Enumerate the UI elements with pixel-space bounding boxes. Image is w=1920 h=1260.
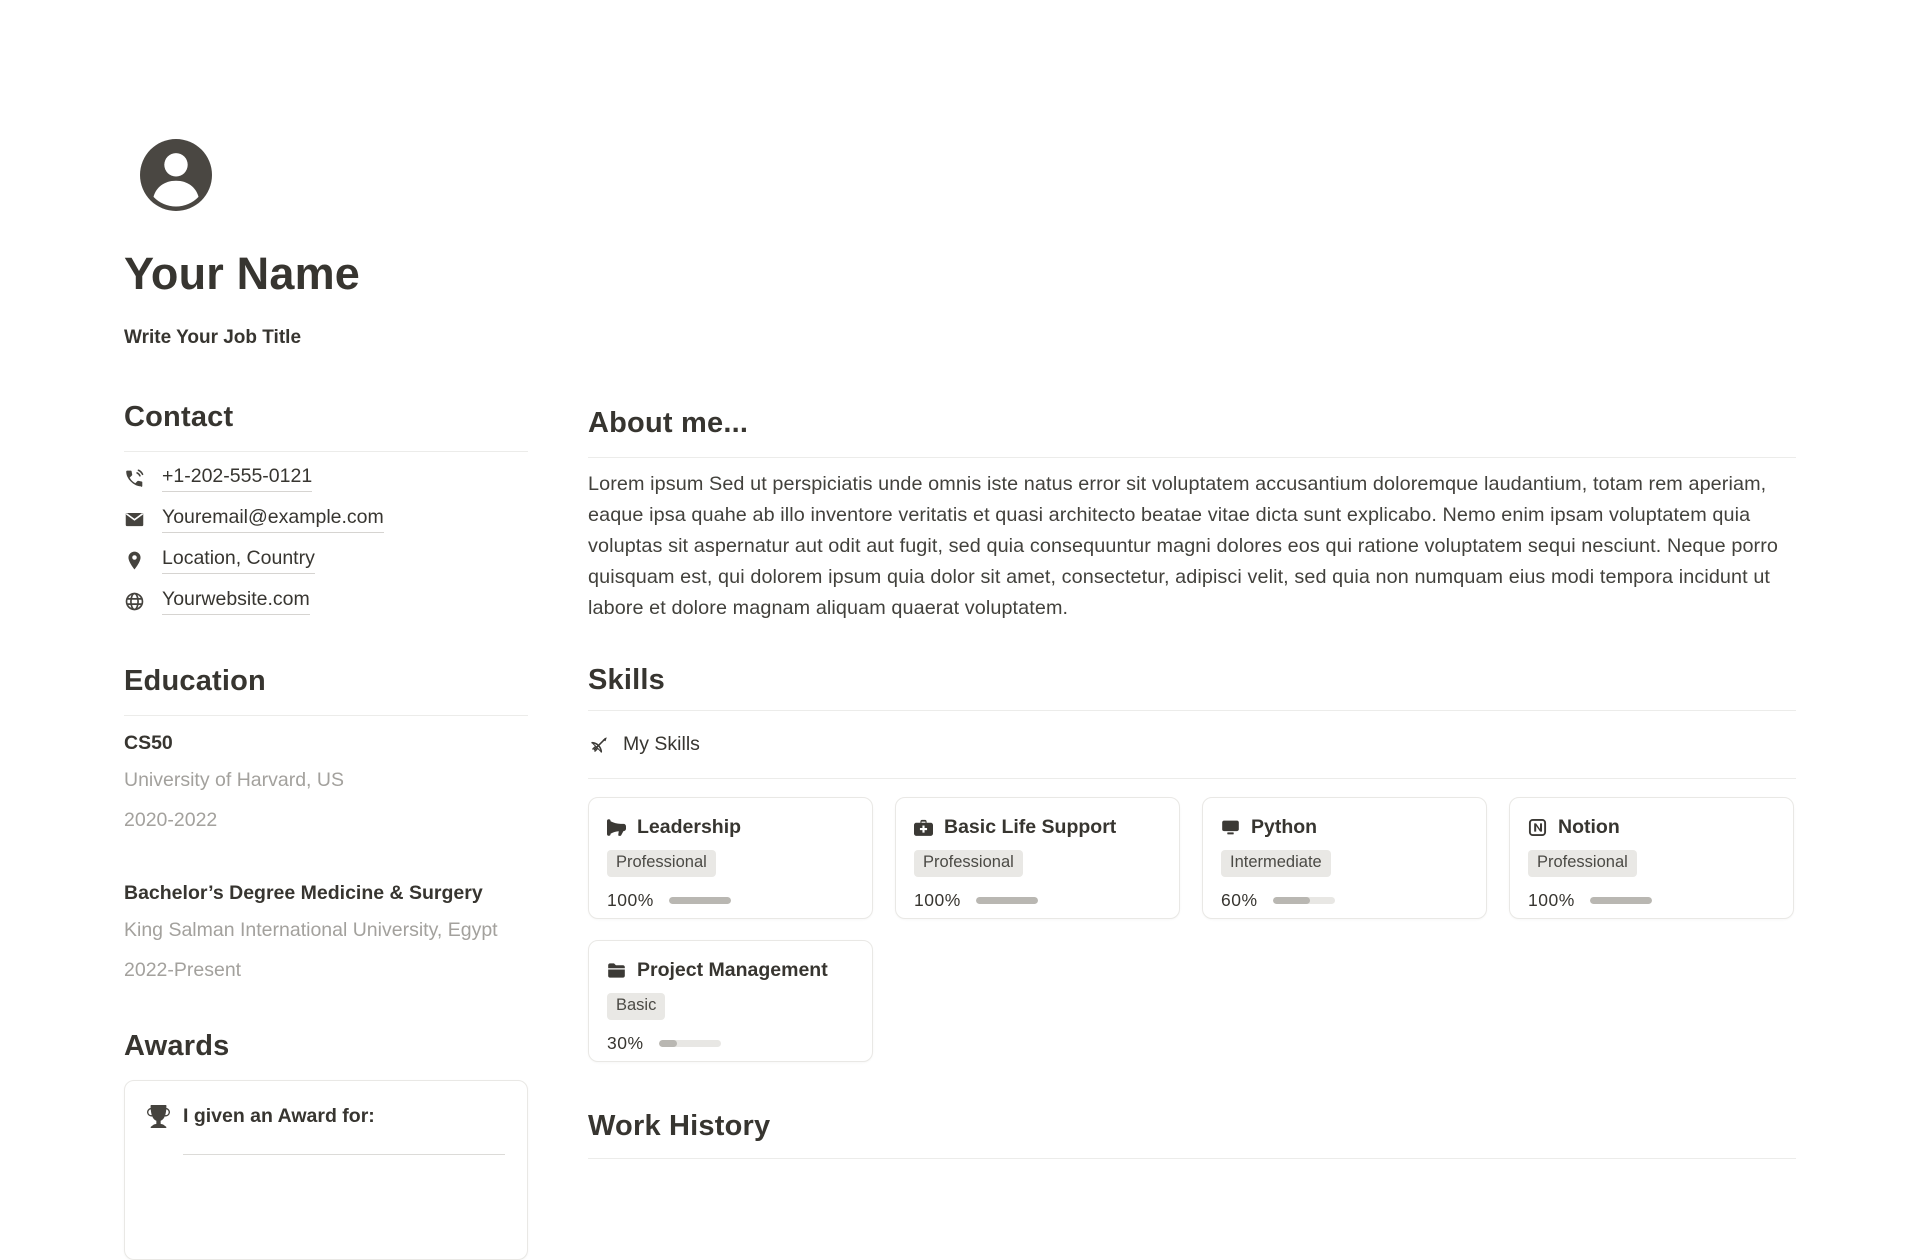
skill-name: Leadership bbox=[637, 816, 742, 838]
progress-fill bbox=[669, 897, 731, 904]
skill-card-header bbox=[607, 958, 854, 983]
skill-percent: 100% bbox=[607, 890, 654, 910]
job-title: Write Your Job Title bbox=[124, 327, 302, 348]
skills-group-label: My Skills bbox=[623, 733, 700, 755]
about-heading: About me... bbox=[588, 407, 749, 439]
progress-bar bbox=[976, 897, 1038, 904]
progress-fill bbox=[976, 897, 1038, 904]
award-row bbox=[147, 1105, 505, 1128]
skill-card-project-management[interactable] bbox=[588, 940, 873, 1062]
email-icon bbox=[124, 509, 145, 530]
skill-level-badge: Professional bbox=[1528, 850, 1637, 877]
phone-link[interactable]: +1-202-555-0121 bbox=[162, 465, 312, 492]
contact-item-location[interactable] bbox=[124, 540, 528, 581]
about-section bbox=[588, 405, 1796, 624]
divider bbox=[124, 451, 528, 452]
skill-percent: 100% bbox=[914, 890, 961, 910]
about-paragraph: Lorem ipsum Sed ut perspiciatis unde omnis iste natus error sit voluptatem accusantium doloremque laudantium, totam rem aperiam, eaque ipsa quahe ab illo inventore veritatis et quasi architecto beatae vitae dicta sunt explicabo. Nemo enim ipsam voluptatem quia voluptas sit aspernatur aut odit aut fugit, sed quia consequuntur magni dolores eos qui ratione voluptatem sequi nesciunt. Neque porro quisquam est, qui dolorem ipsum quia dolor sit amet, consectetur, adipisci velit, sed quia non numquam eius modi tempora incidunt ut labore et dolore magnam aliquam quaerat voluptatem. bbox=[588, 473, 1779, 619]
website-link[interactable]: Yourwebsite.com bbox=[162, 588, 310, 615]
skill-card-python[interactable] bbox=[1202, 797, 1487, 919]
page-title: Your Name bbox=[124, 248, 361, 299]
skill-cards-grid bbox=[588, 797, 1796, 1062]
progress-bar bbox=[1273, 897, 1335, 904]
skill-name: Python bbox=[1251, 816, 1318, 838]
skill-meter bbox=[1221, 890, 1468, 911]
skill-percent: 100% bbox=[1528, 890, 1575, 910]
trophy-icon bbox=[147, 1105, 170, 1128]
skill-level-badge: Intermediate bbox=[1221, 850, 1331, 877]
skill-card-basic-life-support[interactable] bbox=[895, 797, 1180, 919]
award-title: I given an Award for: bbox=[183, 1105, 375, 1127]
skill-level-badge: Professional bbox=[914, 850, 1023, 877]
progress-fill bbox=[659, 1040, 678, 1047]
progress-bar bbox=[1590, 897, 1652, 904]
first-aid-icon bbox=[914, 818, 933, 837]
divider bbox=[588, 457, 1796, 458]
skill-percent: 30% bbox=[607, 1033, 644, 1053]
monitor-icon bbox=[1221, 818, 1240, 837]
education-years: 2020-2022 bbox=[124, 809, 218, 831]
school-name: University of Harvard, US bbox=[124, 769, 344, 791]
education-entry bbox=[124, 880, 528, 986]
divider bbox=[124, 715, 528, 716]
contact-item-phone[interactable] bbox=[124, 458, 528, 499]
location-icon bbox=[124, 550, 145, 571]
skill-name: Project Management bbox=[637, 959, 828, 981]
skill-percent: 60% bbox=[1221, 890, 1258, 910]
skill-card-header bbox=[1528, 815, 1775, 840]
skill-card-header bbox=[1221, 815, 1468, 840]
skill-name: Basic Life Support bbox=[944, 816, 1117, 838]
location-link[interactable]: Location, Country bbox=[162, 547, 315, 574]
avatar bbox=[140, 139, 212, 211]
degree-title: Bachelor’s Degree Medicine & Surgery bbox=[124, 882, 483, 904]
skill-meter bbox=[607, 1033, 854, 1054]
education-entry bbox=[124, 730, 528, 836]
contact-list bbox=[124, 458, 528, 622]
degree-title: CS50 bbox=[124, 732, 173, 754]
work-history-section bbox=[588, 1108, 1796, 1159]
contact-item-email[interactable] bbox=[124, 499, 528, 540]
skill-card-header bbox=[914, 815, 1161, 840]
left-column bbox=[124, 139, 528, 1260]
progress-fill bbox=[1273, 897, 1310, 904]
education-years: 2022-Present bbox=[124, 959, 242, 981]
work-history-heading: Work History bbox=[588, 1110, 771, 1142]
skills-group-row[interactable] bbox=[588, 711, 1796, 778]
skill-meter bbox=[1528, 890, 1775, 911]
awards-heading: Awards bbox=[124, 1030, 230, 1062]
award-underline bbox=[183, 1154, 505, 1155]
globe-icon bbox=[124, 591, 145, 612]
skill-card-header bbox=[607, 815, 854, 840]
skills-heading: Skills bbox=[588, 664, 665, 696]
skill-name: Notion bbox=[1558, 816, 1620, 838]
education-heading: Education bbox=[124, 665, 266, 697]
award-card[interactable] bbox=[124, 1080, 528, 1260]
divider bbox=[588, 1158, 1796, 1159]
skill-level-badge: Professional bbox=[607, 850, 716, 877]
school-name: King Salman International University, Egypt bbox=[124, 919, 498, 941]
megaphone-icon bbox=[607, 818, 626, 837]
progress-bar bbox=[659, 1040, 721, 1047]
skill-meter bbox=[914, 890, 1161, 911]
progress-bar bbox=[669, 897, 731, 904]
contact-heading: Contact bbox=[124, 401, 234, 433]
folder-icon bbox=[607, 961, 626, 980]
contact-item-website[interactable] bbox=[124, 581, 528, 622]
person-icon bbox=[140, 139, 212, 211]
skill-meter bbox=[607, 890, 854, 911]
skill-level-badge: Basic bbox=[607, 993, 665, 1020]
education-section bbox=[124, 663, 528, 986]
skill-card-leadership[interactable] bbox=[588, 797, 873, 919]
progress-fill bbox=[1590, 897, 1652, 904]
right-column bbox=[588, 139, 1796, 1260]
divider bbox=[588, 778, 1796, 779]
awards-section bbox=[124, 1028, 528, 1260]
phone-icon bbox=[124, 468, 145, 489]
notion-icon bbox=[1528, 818, 1547, 837]
email-link[interactable]: Youremail@example.com bbox=[162, 506, 384, 533]
contact-section bbox=[124, 399, 528, 622]
skills-section bbox=[588, 662, 1796, 1062]
skill-card-notion[interactable] bbox=[1509, 797, 1794, 919]
bow-arrow-icon bbox=[588, 734, 610, 756]
